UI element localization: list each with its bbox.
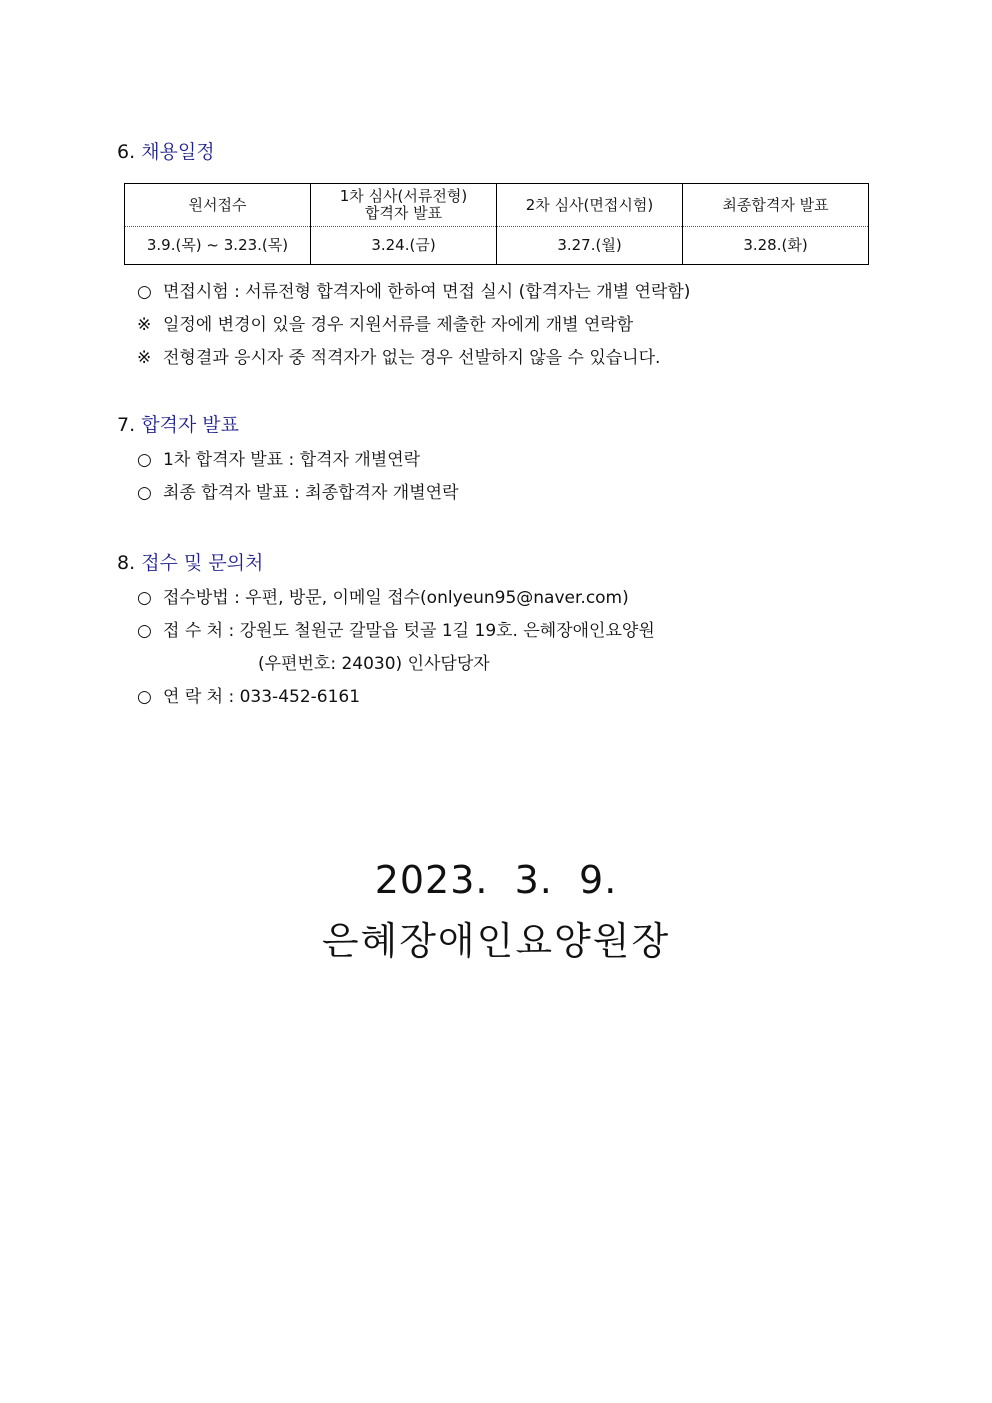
item-text: 1차 합격자 발표 : 합격자 개별연락 bbox=[163, 450, 421, 470]
item-text: 최종 합격자 발표 : 최종합격자 개별연락 bbox=[163, 483, 459, 503]
list-item bbox=[137, 483, 459, 503]
note-text: 일정에 변경이 있을 경우 지원서류를 제출한 자에게 개별 연락함 bbox=[163, 315, 634, 335]
section-number: 8. bbox=[117, 552, 136, 574]
note-text: 면접시험 : 서류전형 합격자에 한하여 면접 실시 (합격자는 개별 연락함) bbox=[163, 282, 691, 302]
section-number: 7. bbox=[117, 414, 136, 436]
note-text: 전형결과 응시자 중 적격자가 없는 경우 선발하지 않을 수 있습니다. bbox=[163, 348, 661, 368]
list-item bbox=[137, 348, 660, 368]
list-item bbox=[137, 450, 420, 470]
circle-bullet-icon: ○ bbox=[137, 621, 152, 641]
circle-bullet-icon: ○ bbox=[137, 282, 152, 302]
value-cell-application: 3.9.(목) ~ 3.23.(목) bbox=[125, 227, 311, 265]
issuer-name: 은혜장애인요양원장 bbox=[321, 919, 671, 963]
header-cell-first-review-line2: 합격자 발표 bbox=[364, 204, 443, 222]
header-cell-application: 원서접수 bbox=[125, 184, 311, 227]
schedule-table bbox=[124, 183, 869, 265]
item-text: 연 락 처 : 033-452-6161 bbox=[163, 687, 361, 707]
section-7-title bbox=[117, 414, 239, 436]
circle-bullet-icon: ○ bbox=[137, 687, 152, 707]
table-header-row bbox=[125, 184, 869, 227]
list-item bbox=[137, 621, 655, 641]
reference-mark-icon: ※ bbox=[137, 348, 152, 368]
header-cell-second-review: 2차 심사(면접시험) bbox=[497, 184, 683, 227]
circle-bullet-icon: ○ bbox=[137, 450, 152, 470]
circle-bullet-icon: ○ bbox=[137, 588, 152, 608]
reference-mark-icon: ※ bbox=[137, 315, 152, 335]
header-cell-final-announce: 최종합격자 발표 bbox=[683, 184, 869, 227]
document-date: 2023. 3. 9. bbox=[374, 858, 618, 902]
circle-bullet-icon: ○ bbox=[137, 483, 152, 503]
item-text: 접수방법 : 우편, 방문, 이메일 접수(onlyeun95@naver.com) bbox=[163, 588, 629, 608]
list-item bbox=[258, 654, 490, 674]
section-6-title bbox=[117, 141, 215, 163]
table-row bbox=[125, 227, 869, 265]
list-item bbox=[137, 315, 633, 335]
header-cell-first-review bbox=[311, 184, 497, 227]
header-cell-first-review-line1: 1차 심사(서류전형) bbox=[339, 187, 468, 205]
item-text: 접 수 처 : 강원도 철원군 갈말읍 텃골 1길 19호. 은혜장애인요양원 bbox=[163, 621, 655, 641]
section-8-title bbox=[117, 552, 263, 574]
list-item bbox=[137, 282, 690, 302]
section-heading: 합격자 발표 bbox=[141, 414, 239, 436]
value-cell-first-review: 3.24.(금) bbox=[311, 227, 497, 265]
list-item bbox=[137, 687, 360, 707]
value-cell-second-review: 3.27.(월) bbox=[497, 227, 683, 265]
section-number: 6. bbox=[117, 141, 136, 163]
item-text: (우편번호: 24030) 인사담당자 bbox=[258, 654, 490, 674]
list-item bbox=[137, 588, 629, 608]
section-heading: 접수 및 문의처 bbox=[141, 552, 264, 574]
value-cell-final-announce: 3.28.(화) bbox=[683, 227, 869, 265]
section-heading: 채용일정 bbox=[141, 141, 215, 163]
